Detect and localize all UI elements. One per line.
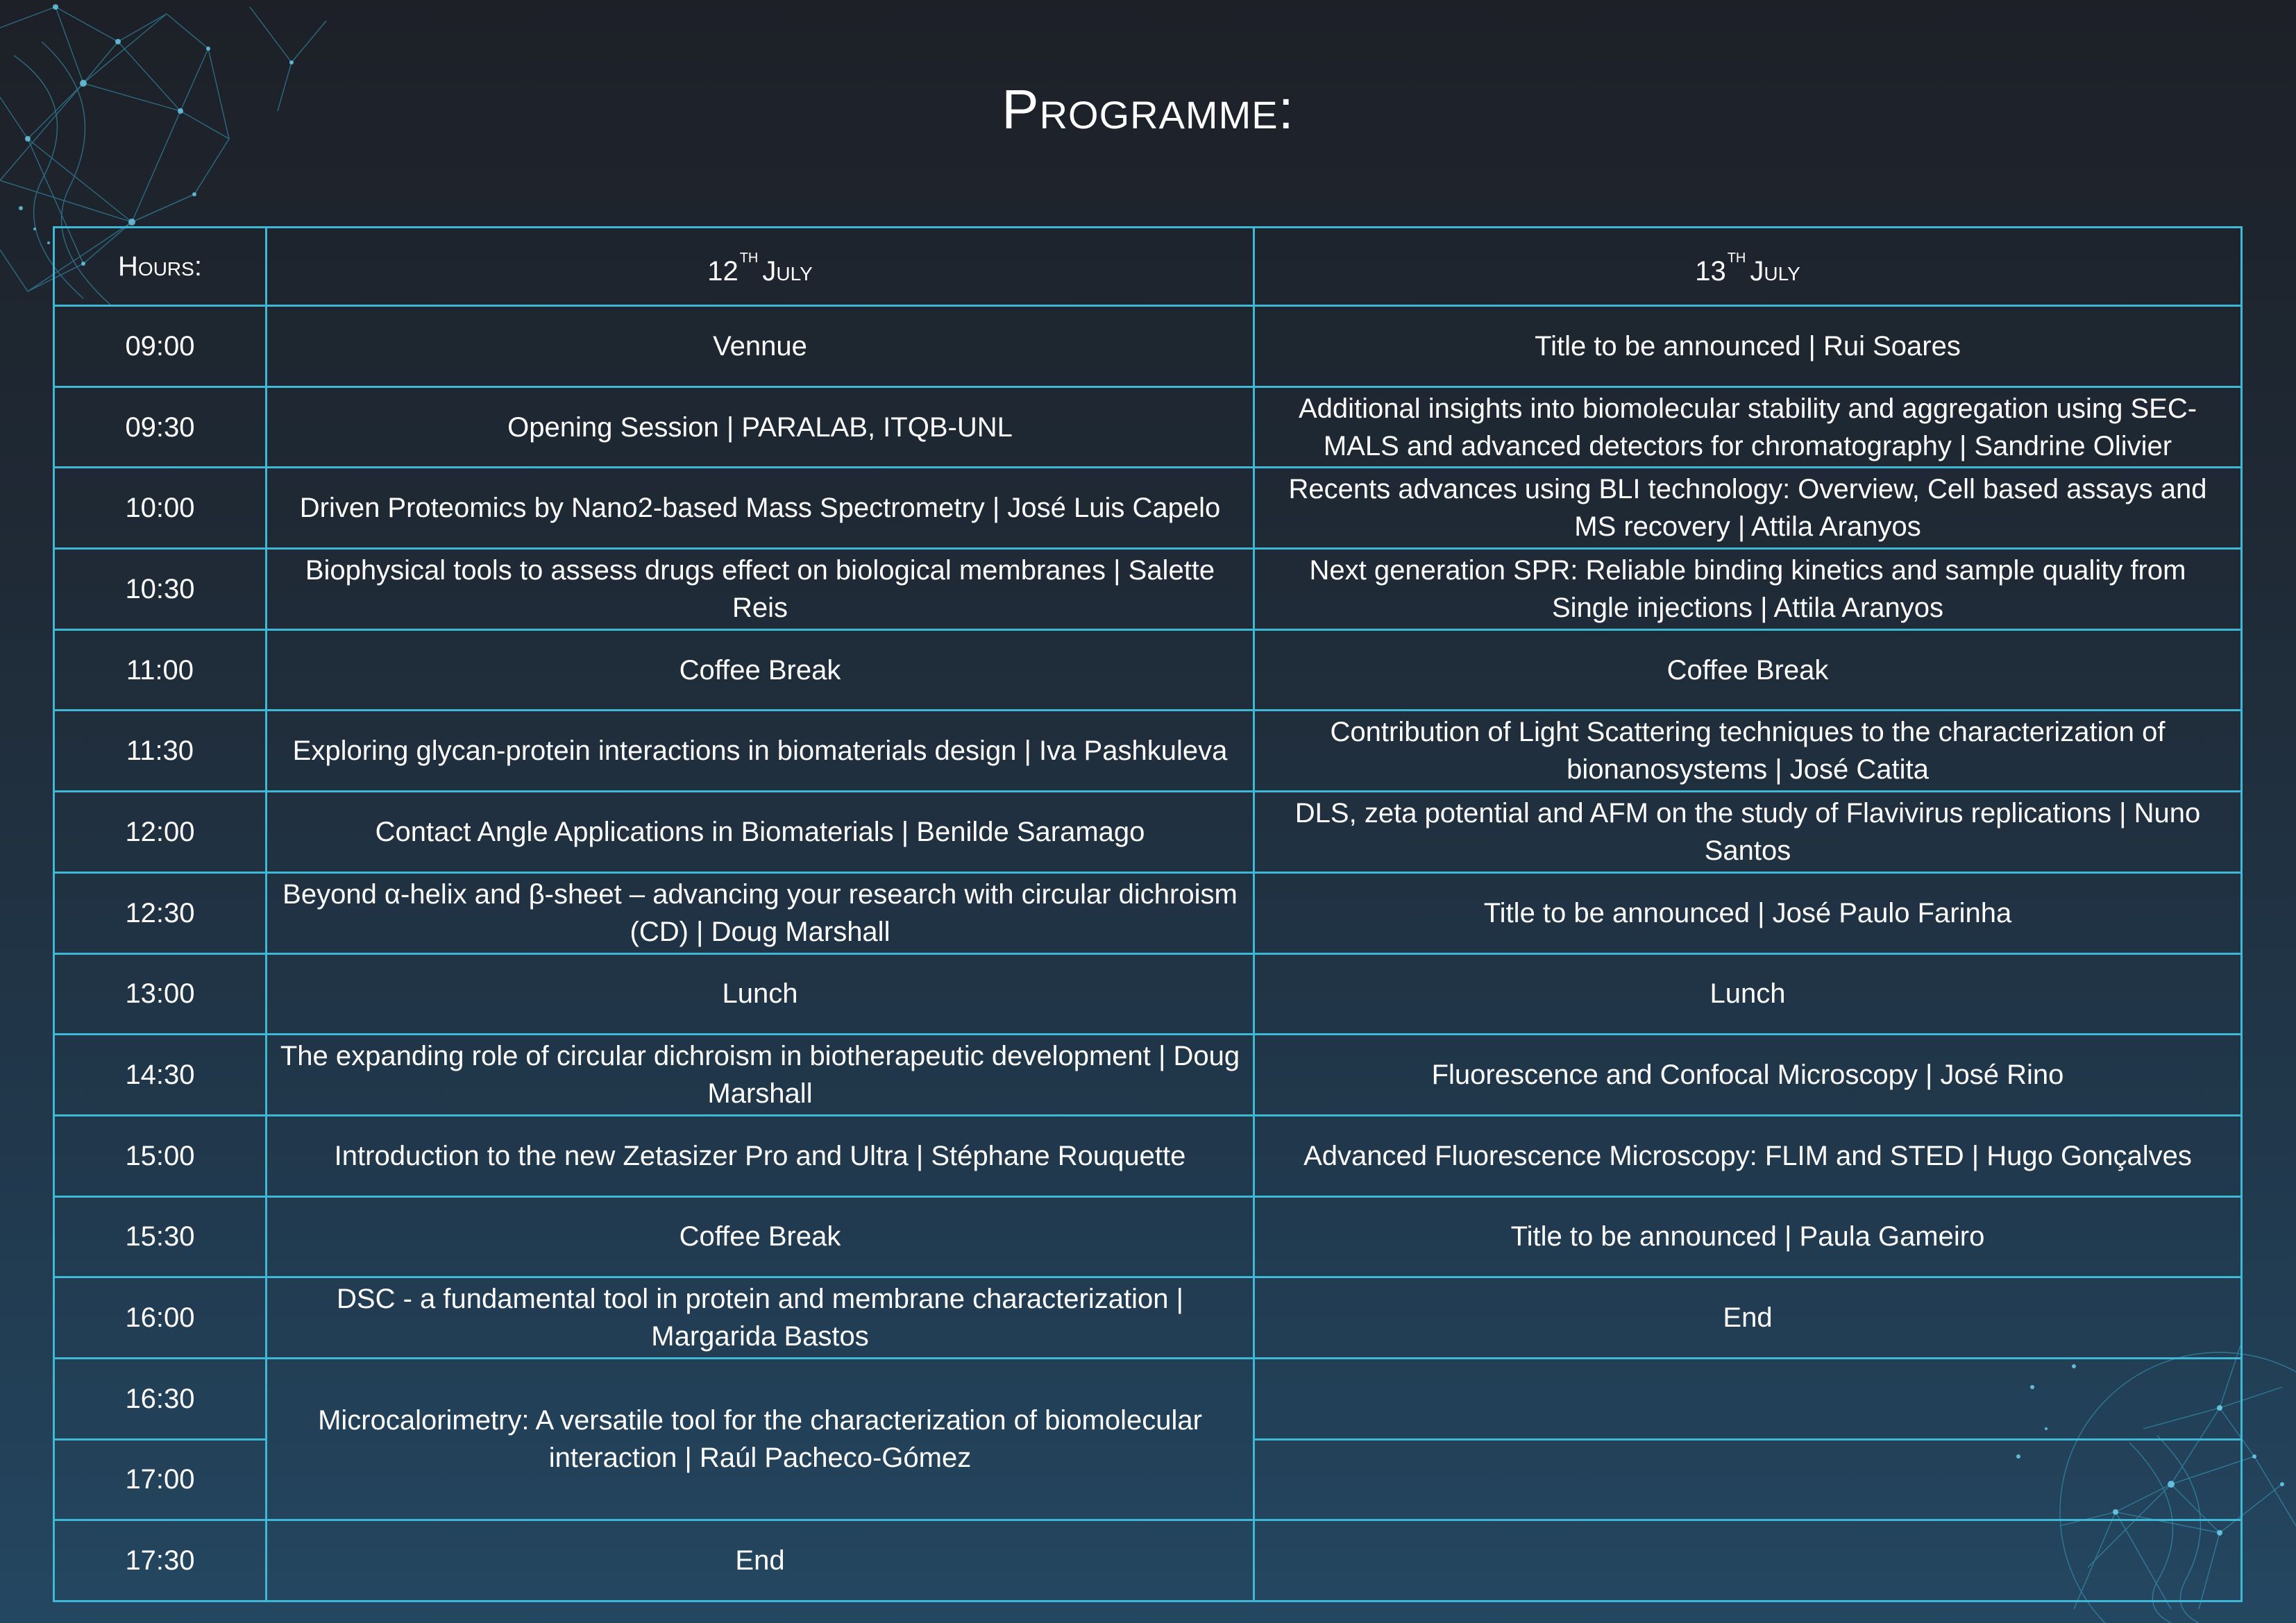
hour-cell: 14:30 xyxy=(54,1035,267,1116)
day2-session: End xyxy=(1254,1277,2242,1359)
day1-session: The expanding role of circular dichroism in biotherapeutic development | Doug Marshall xyxy=(267,1035,1254,1116)
day2-session xyxy=(1254,1520,2242,1601)
schedule-row xyxy=(54,1196,2242,1277)
day1-session: Exploring glycan-protein interactions in biomaterials design | Iva Pashkuleva xyxy=(267,711,1254,792)
schedule-row xyxy=(54,1035,2242,1116)
hour-cell: 13:00 xyxy=(54,953,267,1035)
schedule-row xyxy=(54,629,2242,711)
day2-header: 13thJuly xyxy=(1254,228,2242,306)
day1-session: Coffee Break xyxy=(267,629,1254,711)
schedule-row xyxy=(54,711,2242,792)
day2-session: Advanced Fluorescence Microscopy: FLIM and STED | Hugo Gonçalves xyxy=(1254,1115,2242,1196)
programme-table xyxy=(53,226,2243,1602)
schedule-row xyxy=(54,792,2242,873)
schedule-row xyxy=(54,1358,2242,1439)
day1-session: Opening Session | PARALAB, ITQB-UNL xyxy=(267,386,1254,468)
day1-session: Contact Angle Applications in Biomaterials | Benilde Saramago xyxy=(267,792,1254,873)
day2-session: Fluorescence and Confocal Microscopy | José Rino xyxy=(1254,1035,2242,1116)
day2-session xyxy=(1254,1439,2242,1520)
schedule-row xyxy=(54,549,2242,630)
day1-session: Driven Proteomics by Nano2-based Mass Spectrometry | José Luis Capelo xyxy=(267,468,1254,549)
hour-cell: 16:00 xyxy=(54,1277,267,1359)
hour-cell: 09:00 xyxy=(54,306,267,387)
hour-cell: 17:30 xyxy=(54,1520,267,1601)
schedule-row xyxy=(54,386,2242,468)
day1-session: Beyond α-helix and β-sheet – advancing your research with circular dichroism (CD) | Doug Marshall xyxy=(267,872,1254,953)
day1-session: Introduction to the new Zetasizer Pro and Ultra | Stéphane Rouquette xyxy=(267,1115,1254,1196)
hour-cell: 16:30 xyxy=(54,1358,267,1439)
schedule-row xyxy=(54,1115,2242,1196)
hour-cell: 11:00 xyxy=(54,629,267,711)
day1-session: Biophysical tools to assess drugs effect on biological membranes | Salette Reis xyxy=(267,549,1254,630)
hour-cell: 11:30 xyxy=(54,711,267,792)
day2-session xyxy=(1254,1358,2242,1439)
hour-cell: 15:00 xyxy=(54,1115,267,1196)
hour-cell: 12:30 xyxy=(54,872,267,953)
day2-session: Recents advances using BLI technology: Overview, Cell based assays and MS recovery | Attila Aranyos xyxy=(1254,468,2242,549)
hour-cell: 15:30 xyxy=(54,1196,267,1277)
day2-session: Title to be announced | Paula Gameiro xyxy=(1254,1196,2242,1277)
day2-session: Lunch xyxy=(1254,953,2242,1035)
day2-session: Title to be announced | José Paulo Farinha xyxy=(1254,872,2242,953)
schedule-row xyxy=(54,953,2242,1035)
header-row xyxy=(54,228,2242,306)
schedule-row xyxy=(54,1520,2242,1601)
day1-session: Coffee Break xyxy=(267,1196,1254,1277)
hour-cell: 10:00 xyxy=(54,468,267,549)
day1-session: End xyxy=(267,1520,1254,1601)
day1-session: Vennue xyxy=(267,306,1254,387)
day1-session: DSC - a fundamental tool in protein and membrane characterization | Margarida Bastos xyxy=(267,1277,1254,1359)
day1-session: Microcalorimetry: A versatile tool for the characterization of biomolecular interaction | Raúl Pacheco-Gómez xyxy=(267,1358,1254,1520)
schedule-row xyxy=(54,1277,2242,1359)
schedule-row xyxy=(54,872,2242,953)
day2-session: DLS, zeta potential and AFM on the study of Flavivirus replications | Nuno Santos xyxy=(1254,792,2242,873)
hours-header: Hours: xyxy=(54,228,267,306)
day2-session: Contribution of Light Scattering techniques to the characterization of bionanosystems | José Catita xyxy=(1254,711,2242,792)
day1-session: Lunch xyxy=(267,953,1254,1035)
hour-cell: 10:30 xyxy=(54,549,267,630)
page-title: Programme: xyxy=(1002,78,1294,140)
hour-cell: 09:30 xyxy=(54,386,267,468)
day2-session: Coffee Break xyxy=(1254,629,2242,711)
day2-session: Additional insights into biomolecular stability and aggregation using SEC-MALS and advanced detectors for chromatography | Sandrine Olivier xyxy=(1254,386,2242,468)
schedule-row xyxy=(54,306,2242,387)
hour-cell: 17:00 xyxy=(54,1439,267,1520)
hour-cell: 12:00 xyxy=(54,792,267,873)
schedule-row xyxy=(54,468,2242,549)
day2-session: Next generation SPR: Reliable binding kinetics and sample quality from Single injections | Attila Aranyos xyxy=(1254,549,2242,630)
day1-header: 12thJuly xyxy=(267,228,1254,306)
day2-session: Title to be announced | Rui Soares xyxy=(1254,306,2242,387)
